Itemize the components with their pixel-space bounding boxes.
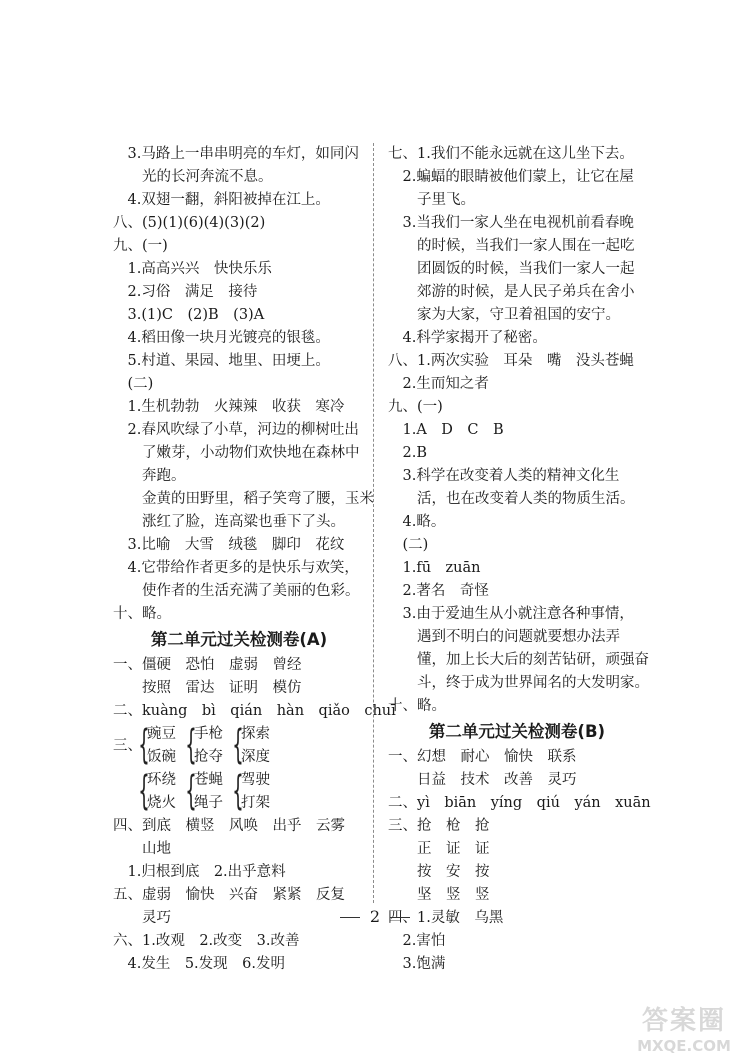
brace-pair bbox=[182, 723, 223, 769]
answer-line: 按 安 按 bbox=[388, 864, 490, 880]
brace-pair bbox=[135, 769, 176, 815]
answer-line: 郊游的时候，是人民子弟兵在舍小 bbox=[388, 284, 635, 300]
answer-line: 一、幻想 耐心 愉快 联系 bbox=[388, 749, 577, 765]
answer-line: 灵巧 bbox=[113, 910, 171, 926]
section-label: 三、 bbox=[113, 738, 142, 754]
brace-icon: { bbox=[232, 768, 244, 814]
left-answers-part3 bbox=[113, 815, 365, 976]
answer-line: 团圆饭的时候，当我们一家人一起 bbox=[388, 261, 635, 277]
answer-line: 1.生机勃勃 火辣辣 收获 寒冷 bbox=[113, 399, 345, 415]
answer-line: 4.稻田像一块月光镀亮的银毯。 bbox=[113, 330, 330, 346]
brace-word: 手枪 bbox=[194, 726, 223, 742]
answer-line: 正 证 证 bbox=[388, 841, 490, 857]
answer-line: 懂，加上长大后的刻苦钻研，顽强奋 bbox=[388, 652, 649, 668]
answer-line: 四、到底 横竖 风唤 出乎 云雾 bbox=[113, 818, 345, 834]
brace-word: 苍蝇 bbox=[194, 772, 223, 788]
answer-line: 十、略。 bbox=[388, 698, 446, 714]
answer-line: (二) bbox=[113, 376, 154, 392]
section-heading-unit2-a: 第二单元过关检测卷(A) bbox=[150, 630, 328, 649]
brace-pair bbox=[135, 723, 176, 769]
answer-line: 4.略。 bbox=[388, 514, 446, 530]
answer-line: 2.著名 奇怪 bbox=[388, 583, 489, 599]
answer-line: 涨红了脸，连高粱也垂下了头。 bbox=[113, 514, 345, 530]
answer-line: 了嫩芽，小动物们欢快地在森林中 bbox=[113, 445, 360, 461]
answer-line: 3.科学在改变着人类的精神文化生 bbox=[388, 468, 620, 484]
answer-line: (二) bbox=[388, 537, 429, 553]
answer-line: 3.由于爱迪生从小就注意各种事情， bbox=[388, 606, 634, 622]
brace-pair bbox=[229, 723, 270, 769]
brace-row bbox=[113, 769, 365, 815]
answer-line: 五、虚弱 愉快 兴奋 紧紧 反复 bbox=[113, 887, 345, 903]
answer-line: 按照 雷达 证明 模仿 bbox=[113, 680, 302, 696]
brace-icon: { bbox=[232, 722, 244, 768]
brace-word: 豌豆 bbox=[147, 726, 176, 742]
answer-line: 七、1.我们不能永远就在这儿坐下去。 bbox=[388, 146, 634, 162]
section-label bbox=[113, 769, 135, 815]
answer-line: 家为大家，守卫着祖国的安宁。 bbox=[388, 307, 620, 323]
answer-line: 2.春风吹绿了小草，河边的柳树吐出 bbox=[113, 422, 359, 438]
answer-line: 光的长河奔流不息。 bbox=[113, 169, 273, 185]
answer-line: 奔跑。 bbox=[113, 468, 186, 484]
answer-line: 八、1.两次实验 耳朵 嘴 没头苍蝇 bbox=[388, 353, 634, 369]
brace-word: 绳子 bbox=[194, 795, 223, 811]
answer-line: 十、略。 bbox=[113, 606, 171, 622]
answer-line: 5.村道、果园、地里、田埂上。 bbox=[113, 353, 330, 369]
brace-word: 抢夺 bbox=[194, 749, 223, 765]
brace-word: 环绕 bbox=[147, 772, 176, 788]
answer-line: 活，也在改变着人类的物质生活。 bbox=[388, 491, 635, 507]
answer-line: 二、yì biān yíng qiú yán xuān bbox=[388, 795, 651, 811]
left-answers-part1 bbox=[113, 143, 374, 626]
right-column bbox=[388, 143, 651, 976]
page-number bbox=[0, 907, 750, 926]
answer-line: 子里飞。 bbox=[388, 192, 475, 208]
answer-line: 遇到不明白的问题就要想办法弄 bbox=[388, 629, 620, 645]
brace-icon: { bbox=[138, 722, 150, 768]
answer-line: 2.习俗 满足 接待 bbox=[113, 284, 258, 300]
answer-line: 坚 竖 竖 bbox=[388, 887, 490, 903]
answer-line: 4.科学家揭开了秘密。 bbox=[388, 330, 547, 346]
answer-line: 2.B bbox=[388, 445, 427, 461]
answer-line: 2.蝙蝠的眼睛被他们蒙上，让它在屋 bbox=[388, 169, 634, 185]
column-divider bbox=[373, 143, 374, 903]
brace-pair bbox=[182, 769, 223, 815]
answer-line: 斗，终于成为世界闻名的大发明家。 bbox=[388, 675, 649, 691]
answer-line: 三、抢 枪 抢 bbox=[388, 818, 490, 834]
answer-line: 二、kuàng bì qián hàn qiǎo chuī bbox=[113, 703, 396, 719]
answer-line: 日益 技术 改善 灵巧 bbox=[388, 772, 577, 788]
answer-line: 九、(一) bbox=[388, 399, 443, 415]
watermark-logo bbox=[618, 1006, 750, 1061]
answer-line: 的时候，当我们一家人围在一起吃 bbox=[388, 238, 635, 254]
answer-line: 1.A D C B bbox=[388, 422, 504, 438]
answer-line: 2.生而知之者 bbox=[388, 376, 489, 392]
answer-line: 九、(一) bbox=[113, 238, 168, 254]
brace-icon: { bbox=[185, 768, 197, 814]
answer-line: 使作者的生活充满了美丽的色彩。 bbox=[113, 583, 360, 599]
page-number-value: 2 bbox=[369, 907, 381, 926]
answer-line: 3.马路上一串串明亮的车灯，如同闪 bbox=[113, 146, 359, 162]
left-column bbox=[113, 143, 396, 976]
brace-groups bbox=[113, 723, 365, 815]
answer-line: 2.害怕 bbox=[388, 933, 446, 949]
brace-word: 探索 bbox=[241, 726, 270, 742]
brace-icon: { bbox=[138, 768, 150, 814]
watermark-url: MXQE.COM bbox=[637, 1037, 731, 1055]
brace-word: 烧火 bbox=[147, 795, 176, 811]
brace-word: 驾驶 bbox=[241, 772, 270, 788]
answer-line: 4.双翅一翻，斜阳被掉在江上。 bbox=[113, 192, 330, 208]
brace-word: 饭碗 bbox=[147, 749, 176, 765]
brace-pair bbox=[229, 769, 270, 815]
answer-line: 3.饱满 bbox=[388, 956, 446, 972]
right-answers-part1 bbox=[388, 143, 649, 718]
answer-line: 4.发生 5.发现 6.发明 bbox=[113, 956, 286, 972]
brace-word: 深度 bbox=[241, 749, 270, 765]
answer-line: 金黄的田野里，稻子笑弯了腰，玉米 bbox=[113, 491, 374, 507]
section-heading-unit2-b: 第二单元过关检测卷(B) bbox=[428, 722, 606, 741]
left-answers-part2 bbox=[113, 654, 396, 723]
answer-line: 4.它带给作者更多的是快乐与欢笑， bbox=[113, 560, 359, 576]
answer-line: 山地 bbox=[113, 841, 171, 857]
answer-line: 3.(1)C (2)B (3)A bbox=[113, 307, 265, 323]
answer-line: 1.归根到底 2.出乎意料 bbox=[113, 864, 286, 880]
answer-line: 四、1.灵敏 乌黑 bbox=[388, 910, 504, 926]
right-answers-part2 bbox=[388, 746, 651, 976]
answer-line: 3.当我们一家人坐在电视机前看春晚 bbox=[388, 215, 634, 231]
answer-line: 1.fū zuān bbox=[388, 560, 481, 576]
brace-icon: { bbox=[185, 722, 197, 768]
brace-word: 打架 bbox=[241, 795, 270, 811]
brace-row bbox=[113, 723, 365, 769]
answer-line: 一、僵硬 恐怕 虚弱 曾经 bbox=[113, 657, 302, 673]
answer-line: 八、(5)(1)(6)(4)(3)(2) bbox=[113, 215, 266, 231]
answer-line: 3.比喻 大雪 绒毯 脚印 花纹 bbox=[113, 537, 345, 553]
watermark-text: 答案圈 bbox=[641, 1006, 726, 1036]
answer-line: 六、1.改观 2.改变 3.改善 bbox=[113, 933, 300, 949]
answer-line: 1.高高兴兴 快快乐乐 bbox=[113, 261, 272, 277]
